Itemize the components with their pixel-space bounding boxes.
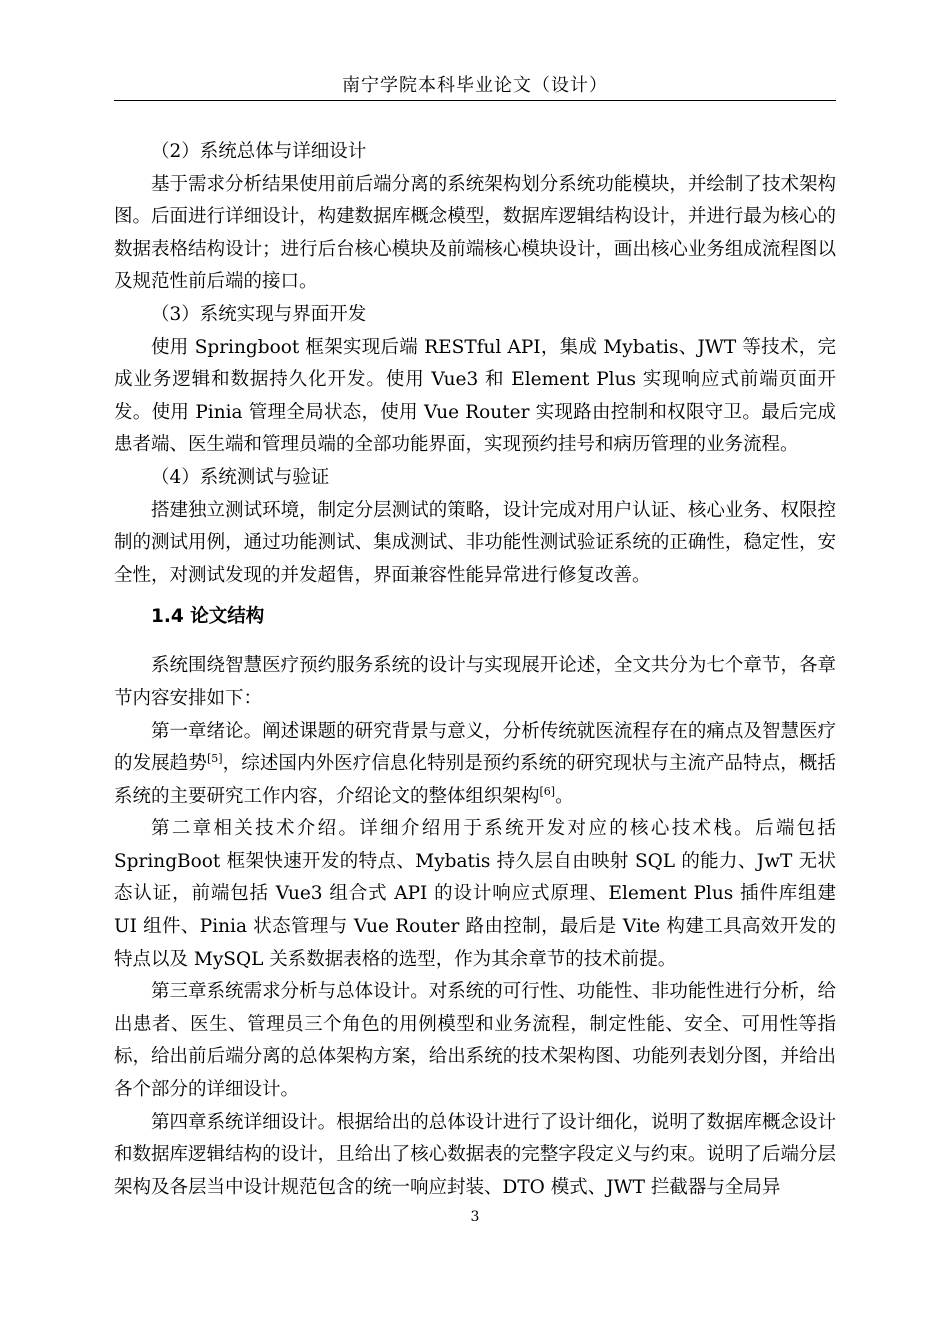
paragraph-design: 基于需求分析结果使用前后端分离的系统架构划分系统功能模块，并绘制了技术架构图。后面进行详细设计，构建数据库概念模型，数据库逻辑结构设计，并进行最为核心的数据表格结构设计；进行后台核心模块及前端核心模块设计，画出核心业务组成流程图以及规范性前后端的接口。 bbox=[114, 173, 836, 293]
paragraph-chapter-2: 第二章相关技术介绍。详细介绍用于系统开发对应的核心技术栈。后端包括 SpringBoot 框架快速开发的特点、Mybatis 持久层自由映射 SQL 的能力、JwT 无状态认证，前端包括 Vue3 组合式 API 的设计响应式原理、Element Plus 插件库组建 UI 组件、Pinia 状态管理与 Vue Router 路由控制，最后是 Vite 构建工具高效开发的特点以及 MySQL 关系数据表格的选型，作为其余章节的技术前提。 bbox=[114, 818, 836, 970]
paragraph-testing: 搭建独立测试环境，制定分层测试的策略，设计完成对用户认证、核心业务、权限控制的测试用例，通过功能测试、集成测试、非功能性测试验证系统的正确性，稳定性，安全性，对测试发现的并发超售，界面兼容性能异常进行修复改善。 bbox=[114, 499, 836, 586]
page-number: 3 bbox=[470, 1209, 480, 1225]
page-header: 南宁学院本科毕业论文（设计） bbox=[342, 75, 608, 96]
subsection-heading-4: （4）系统测试与验证 bbox=[151, 466, 330, 488]
chapter-1-text-b: ，综述国内外医疗信息化特别是预约系统的研究现状与主流产品特点，概括系统的主要研究工作内容，介绍论文的整体组织架构 bbox=[114, 753, 836, 807]
paragraph-chapter-1 bbox=[114, 716, 836, 814]
paragraph-chapter-4: 第四章系统详细设计。根据给出的总体设计进行了设计细化，说明了数据库概念设计和数据库逻辑结构的设计，且给出了核心数据表的完整字段定义与约束。说明了后端分层架构及各层当中设计规范包含的统一响应封装、DTO 模式、JWT 拦截器与全局异 bbox=[114, 1111, 836, 1198]
paragraph-chapter-3: 第三章系统需求分析与总体设计。对系统的可行性、功能性、非功能性进行分析，给出患者、医生、管理员三个角色的用例模型和业务流程，制定性能、安全、可用性等指标，给出前后端分离的总体架构方案，给出系统的技术架构图、功能列表划分图，并给出各个部分的详细设计。 bbox=[114, 981, 836, 1101]
chapter-1-text-c: 。 bbox=[555, 785, 574, 807]
chapter-1-text-a: 第一章绪论。阐述课题的研究背景与意义，分析传统就医流程存在的痛点及智慧医疗的发展趋势 bbox=[114, 720, 836, 775]
subsection-heading-3: （3）系统实现与界面开发 bbox=[151, 303, 367, 325]
header-rule bbox=[114, 100, 836, 101]
page-body bbox=[114, 136, 836, 1204]
citation-5: [5] bbox=[206, 752, 223, 766]
paragraph-intro: 系统围绕智慧医疗预约服务系统的设计与实现展开论述，全文共分为七个章节，各章节内容安排如下： bbox=[114, 655, 836, 709]
citation-6: [6] bbox=[539, 784, 556, 798]
subsection-heading-2: （2）系统总体与详细设计 bbox=[151, 141, 367, 162]
section-heading: 1.4 论文结构 bbox=[151, 606, 265, 628]
paragraph-implementation: 使用 Springboot 框架实现后端 RESTful API，集成 Mybatis、JWT 等技术，完成业务逻辑和数据持久化开发。使用 Vue3 和 Element Plus 实现响应式前端页面开发。使用 Pinia 管理全局状态，使用 Vue Router 实现路由控制和权限守卫。最后完成患者端、医生端和管理员端的全部功能界面，实现预约挂号和病历管理的业务流程。 bbox=[114, 336, 836, 456]
